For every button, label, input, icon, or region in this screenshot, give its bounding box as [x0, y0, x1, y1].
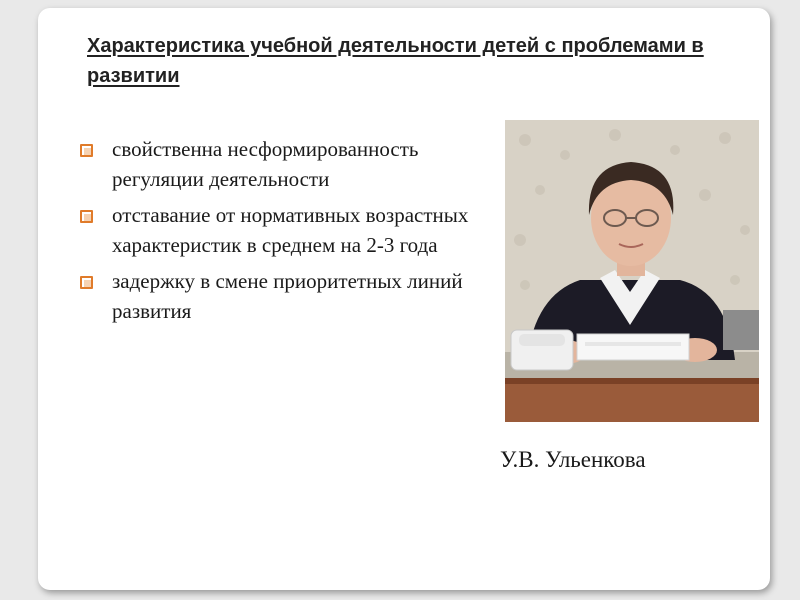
- square-bullet-icon: [80, 276, 93, 289]
- square-bullet-icon: [80, 210, 93, 223]
- bullet-text: отставание от нормативных возрастных характеристик в среднем на 2-3 года: [112, 203, 469, 257]
- bullet-list: [80, 134, 510, 332]
- list-item: [80, 200, 510, 260]
- portrait-photo: [505, 120, 759, 422]
- square-bullet-icon: [80, 144, 93, 157]
- list-item: [80, 134, 510, 194]
- slide-title: Характеристика учебной деятельности детей с проблемами в развитии: [87, 35, 704, 87]
- list-item: [80, 266, 510, 326]
- bullet-text: свойственна несформированность регуляции деятельности: [112, 137, 419, 191]
- bullet-text: задержку в смене приоритетных линий развития: [112, 269, 463, 323]
- photo-caption: У.В. Ульенкова: [500, 447, 646, 472]
